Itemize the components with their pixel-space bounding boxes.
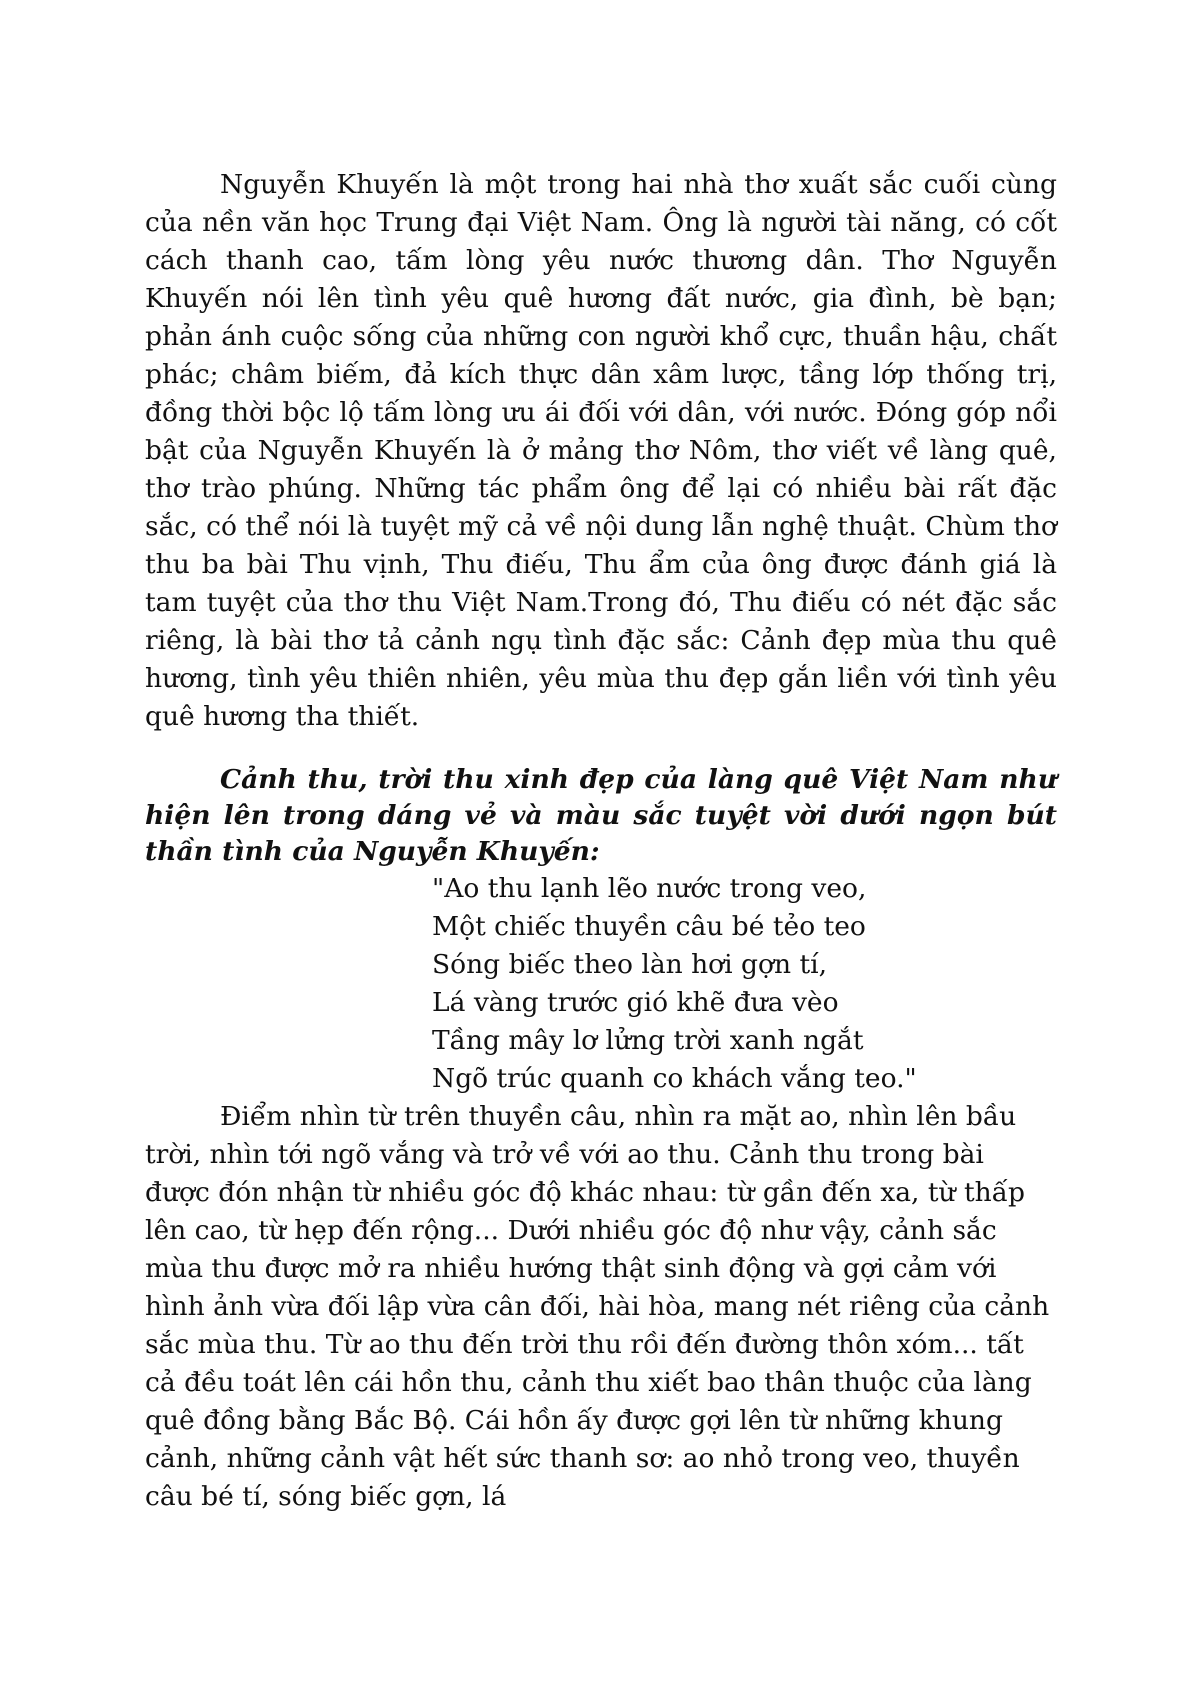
poem-line: "Ao thu lạnh lẽo nước trong veo, bbox=[432, 873, 867, 904]
poem-line: Một chiếc thuyền câu bé tẻo teo bbox=[432, 911, 866, 942]
poem-line: Ngõ trúc quanh co khách vắng teo." bbox=[432, 1063, 917, 1094]
poem-line: Lá vàng trước gió khẽ đưa vèo bbox=[432, 987, 839, 1018]
poem-line: Sóng biếc theo làn hơi gợn tí, bbox=[432, 949, 827, 980]
poem-line: Tầng mây lơ lửng trời xanh ngắt bbox=[432, 1025, 864, 1056]
poem-block bbox=[432, 870, 1057, 1098]
analysis-paragraph: Điểm nhìn từ trên thuyền câu, nhìn ra mặt ao, nhìn lên bầu trời, nhìn tới ngõ vắng và trở về với ao thu. Cảnh thu trong bài được đón nhận từ nhiều góc độ khác nhau: từ gần đến xa, từ thấp lên cao, từ hẹp đến rộng... Dưới nhiều góc độ như vậy, cảnh sắc mùa thu được mở ra nhiều hướng thật sinh động và gợi cảm với hình ảnh vừa đối lập vừa cân đối, hài hòa, mang nét riêng của cảnh sắc mùa thu. Từ ao thu đến trời thu rồi đến đường thôn xóm... tất cả đều toát lên cái hồn thu, cảnh thu xiết bao thân thuộc của làng quê đồng bằng Bắc Bộ. Cái hồn ấy được gợi lên từ những khung cảnh, những cảnh vật hết sức thanh sơ: ao nhỏ trong veo, thuyền câu bé tí, sóng biếc gợn, lá bbox=[145, 1101, 1050, 1512]
document-page bbox=[145, 166, 1057, 1516]
intro-paragraph: Nguyễn Khuyến là một trong hai nhà thơ xuất sắc cuối cùng của nền văn học Trung đại Việt Nam. Ông là người tài năng, có cốt cách thanh cao, tấm lòng yêu nước thương dân. Thơ Nguyễn Khuyến nói lên tình yêu quê hương đất nước, gia đình, bè bạn; phản ánh cuộc sống của những con người khổ cực, thuần hậu, chất phác; châm biếm, đả kích thực dân xâm lược, tầng lớp thống trị, đồng thời bộc lộ tấm lòng ưu ái đối với dân, với nước. Đóng góp nổi bật của Nguyễn Khuyến là ở mảng thơ Nôm, thơ viết về làng quê, thơ trào phúng. Những tác phẩm ông để lại có nhiều bài rất đặc sắc, có thể nói là tuyệt mỹ cả về nội dung lẫn nghệ thuật. Chùm thơ thu ba bài Thu vịnh, Thu điếu, Thu ẩm của ông được đánh giá là tam tuyệt của thơ thu Việt Nam.Trong đó, Thu điếu có nét đặc sắc riêng, là bài thơ tả cảnh ngụ tình đặc sắc: Cảnh đẹp mùa thu quê hương, tình yêu thiên nhiên, yêu mùa thu đẹp gắn liền với tình yêu quê hương tha thiết. bbox=[145, 169, 1057, 732]
section-heading: Cảnh thu, trời thu xinh đẹp của làng quê Việt Nam như hiện lên trong dáng vẻ và màu sắc tuyệt vời dưới ngọn bút thần tình của Nguyễn Khuyến: bbox=[145, 764, 1057, 867]
